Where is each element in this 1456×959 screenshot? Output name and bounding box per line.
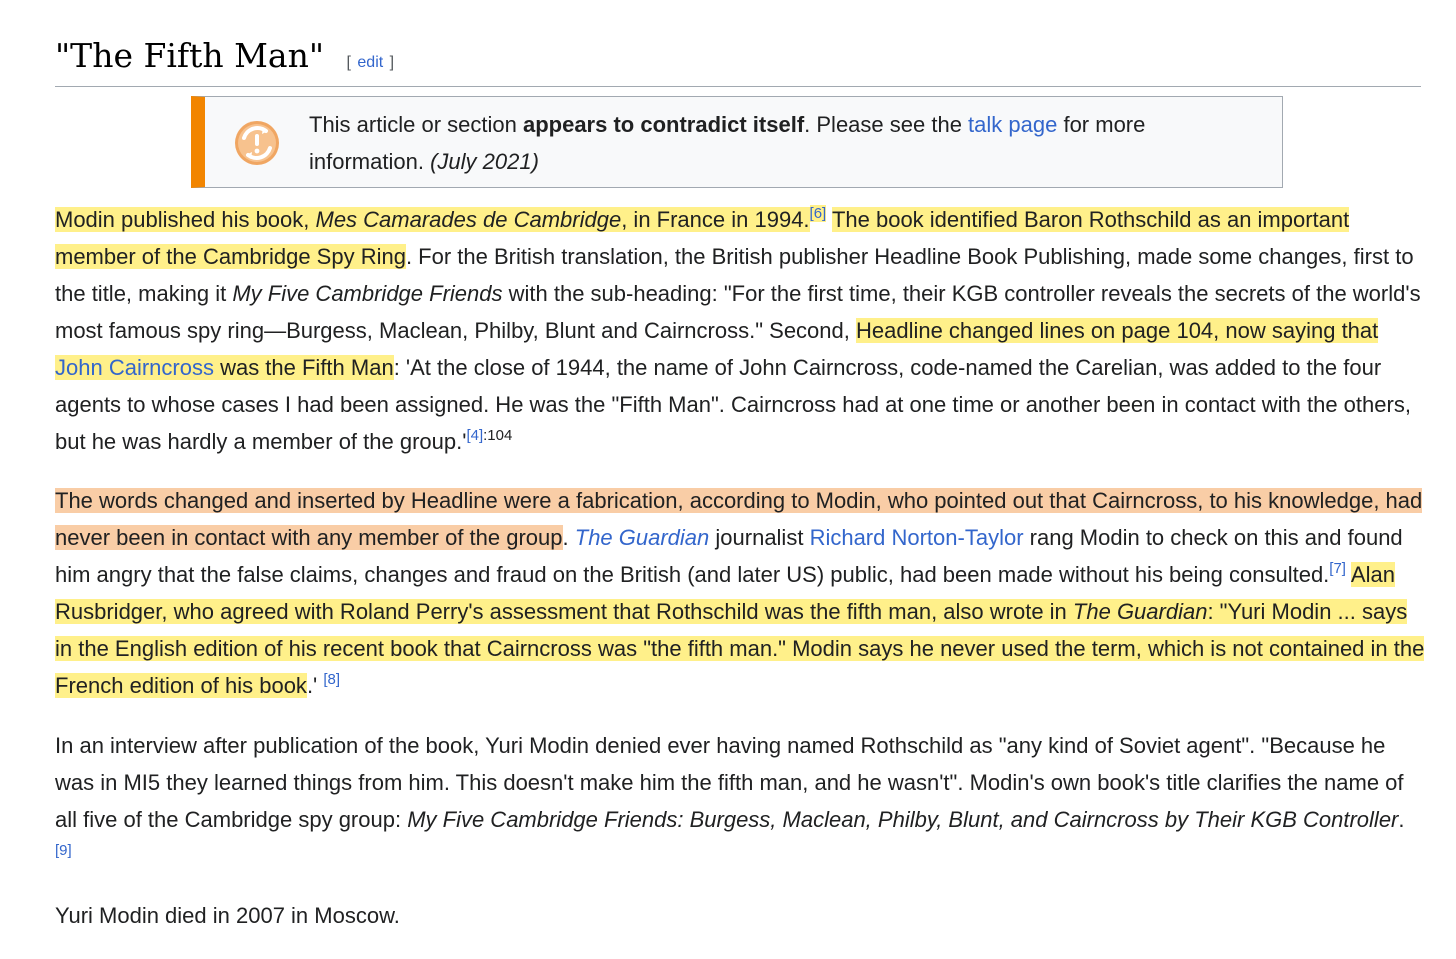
highlight-span: Modin published his book, bbox=[55, 207, 316, 232]
section-title: "The Fifth Man" bbox=[55, 36, 325, 75]
text-span: In an interview after publication of the book, Yuri Modin denied ever having named Rothschild as "any kind of Soviet agent". "Because he was in MI5 they learned things from him. This doesn't make him the fifth man, and he wasn't". Modin's own book's title clarifies the name of all five of the Cambridge spy group: bbox=[55, 733, 1404, 832]
highlight-span: The book identified Baron Rothschild as an important member of the Cambridge Spy Ring bbox=[55, 207, 1350, 269]
citation-8[interactable]: [8] bbox=[323, 671, 341, 688]
citation-7[interactable]: [7] bbox=[1329, 560, 1346, 577]
highlight-span: was the Fifth Man bbox=[213, 355, 394, 380]
text-span: rang Modin to check on this and found him angry that the false claims, changes and fraud on the British (and later US) public, had been made without his being consulted. bbox=[55, 525, 1403, 587]
highlight-span: : "Yuri Modin ... says in the English edition of his recent book that Cairncross was "the fifth man." Modin says he never used the term, which is not contained in the French edition of his book bbox=[55, 599, 1425, 698]
john-cairncross-link[interactable]: John Cairncross bbox=[55, 355, 214, 380]
highlight-span: , in France in 1994. bbox=[621, 207, 810, 232]
the-guardian-link[interactable]: The Guardian bbox=[574, 525, 710, 550]
talk-page-link[interactable]: talk page bbox=[968, 112, 1058, 137]
notice-text bbox=[309, 106, 1209, 180]
citation-page: :104 bbox=[483, 427, 513, 444]
richard-norton-taylor-link[interactable]: Richard Norton-Taylor bbox=[809, 525, 1024, 550]
text-span: . bbox=[562, 525, 575, 550]
contradiction-notice bbox=[191, 96, 1283, 188]
citation-6[interactable]: [6] bbox=[809, 205, 827, 222]
notice-text-1: This article or section bbox=[309, 112, 523, 137]
edit-bracket-close: ] bbox=[389, 54, 395, 71]
notice-date: (July 2021) bbox=[430, 149, 539, 174]
notice-bold: appears to contradict itself bbox=[522, 112, 805, 137]
edit-link[interactable]: edit bbox=[357, 54, 384, 71]
text-span: . bbox=[1398, 807, 1405, 832]
notice-text-2: . Please see the bbox=[804, 112, 969, 137]
text-span: journalist bbox=[709, 525, 810, 550]
paragraph-3 bbox=[55, 727, 1427, 875]
text-span: with the sub-heading: "For the first time, their KGB controller reveals the secrets of the world's most famous spy ring—Burgess, Maclean, Philby, Blunt and Cairncross." Second, bbox=[55, 281, 1421, 343]
paragraph-1 bbox=[55, 201, 1427, 460]
contradiction-icon bbox=[233, 119, 281, 167]
citation-4[interactable]: [4] bbox=[466, 427, 484, 444]
full-book-title: My Five Cambridge Friends: Burgess, Maclean, Philby, Blunt, and Cairncross by Their KGB Controller bbox=[407, 807, 1399, 832]
book-title-french: Mes Camarades de Cambridge bbox=[315, 207, 622, 232]
paragraph-4 bbox=[55, 897, 1427, 934]
text-span: .' bbox=[306, 673, 324, 698]
paragraph-2 bbox=[55, 482, 1427, 704]
highlight-span: Headline changed lines on page 104, now saying that bbox=[855, 318, 1379, 343]
text-span: : 'At the close of 1944, the name of John Cairncross, code-named the Carelian, was added to the four agents to whose cases I had been assigned. He was the "Fifth Man". Cairncross had at one time or another been in contact with the others, but he was hardly a member of the group.' bbox=[55, 355, 1411, 454]
notice-text-3: for more information. bbox=[309, 112, 1146, 174]
book-title-english: My Five Cambridge Friends bbox=[232, 281, 503, 306]
orange-highlight-span: The words changed and inserted by Headline were a fabrication, according to Modin, who pointed out that Cairncross, to his knowledge, had never been in contact with any member of the group bbox=[55, 488, 1423, 550]
the-guardian-italic: The Guardian bbox=[1072, 599, 1208, 624]
section-heading bbox=[55, 34, 1421, 87]
text-span: Yuri Modin died in 2007 in Moscow. bbox=[55, 903, 400, 928]
text-span: . For the British translation, the British publisher Headline Book Publishing, made some changes, first to the title, making it bbox=[55, 244, 1414, 306]
edit-bracket-open: [ bbox=[346, 54, 351, 71]
edit-section bbox=[346, 54, 394, 71]
highlight-span: Alan Rusbridger, who agreed with Roland Perry's assessment that Rothschild was the fifth man, also wrote in bbox=[55, 562, 1395, 624]
citation-9[interactable]: [9] bbox=[55, 842, 72, 859]
